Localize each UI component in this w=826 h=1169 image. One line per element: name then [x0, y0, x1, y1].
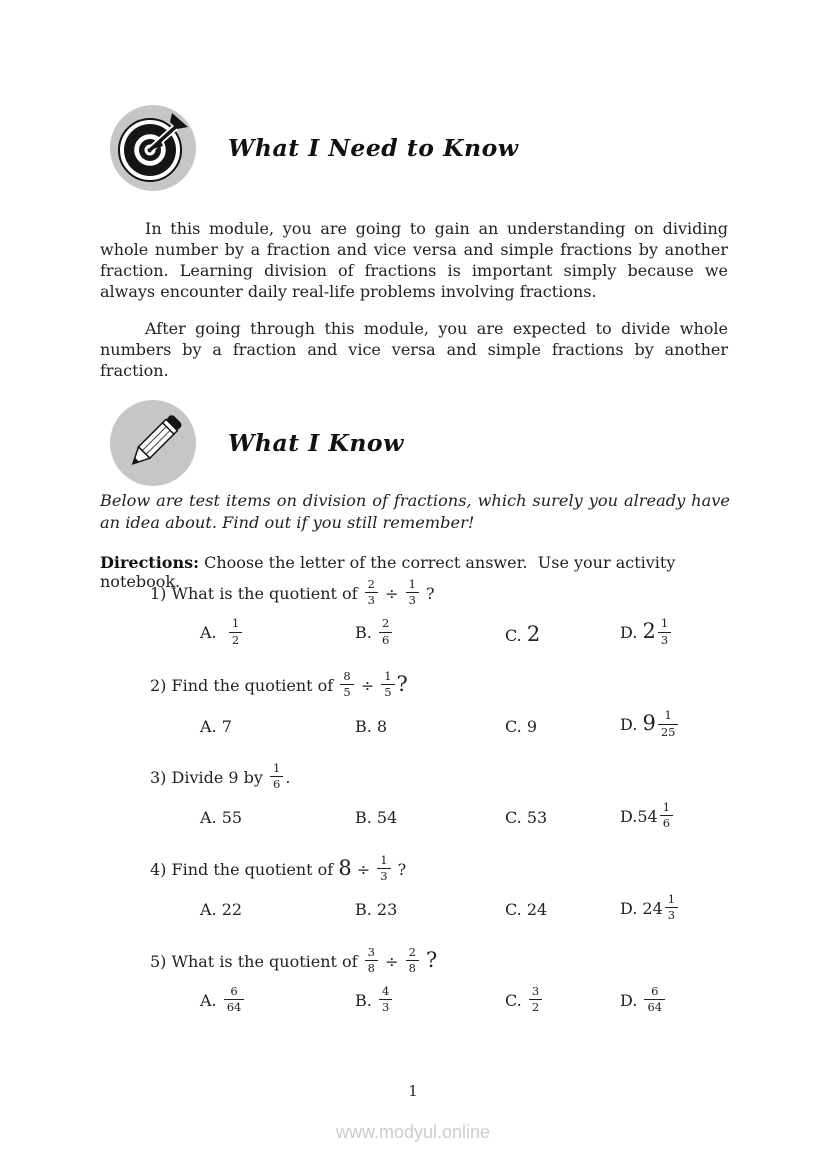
section-title-what-i-know: What I Know	[228, 429, 404, 457]
math-number: 8	[338, 855, 352, 880]
option-a: A. $\frac{6}{64}$	[200, 987, 355, 1016]
section-header-need-to-know	[108, 103, 519, 193]
option-a: A. 22	[200, 900, 243, 920]
math-number: ?	[396, 672, 408, 697]
fraction: $\frac{3}{2}$	[529, 985, 542, 1014]
option-c: C. 24	[505, 900, 548, 920]
math-number: 2	[642, 619, 656, 644]
section-title-need-to-know: What I Need to Know	[228, 134, 519, 162]
option-a: A. 7	[200, 716, 232, 736]
fraction: $\frac{1}{3}$	[377, 854, 390, 883]
fraction: $\frac{8}{5}$	[340, 670, 353, 699]
options-row	[200, 983, 740, 1016]
options-row	[200, 892, 740, 924]
option-c: C. 53	[505, 808, 548, 828]
fraction: $\frac{1}{2}$	[229, 617, 242, 646]
page-number: 1	[408, 1082, 418, 1100]
option-d: D. $\frac{6}{64}$	[620, 987, 740, 1016]
option-d: D. 9 $\frac{1}{25}$	[620, 711, 740, 740]
option-d: D.54 $\frac{1}{6}$	[620, 803, 740, 832]
watermark: www.modyul.online	[335, 1122, 491, 1142]
fraction: $\frac{6}{64}$	[224, 985, 245, 1014]
question-stem: 4) Find the quotient of 8 ÷ $\frac{1}{3}$ ?	[150, 852, 407, 883]
question-3	[100, 762, 740, 833]
question-5	[100, 946, 740, 1017]
module-intro-paragraph: In this module, you are going to gain an understanding on dividing whole number by a fraction and vice versa and simple fractions by another fraction. Learning division of fractions is important simply because we always encounter daily real-life problems involving fractions.	[100, 219, 728, 301]
option-a: A. $\frac{1}{2}$	[200, 619, 355, 648]
option-d: D. 24 $\frac{1}{3}$	[620, 895, 740, 924]
fraction: $\frac{1}{3}$	[406, 578, 419, 607]
options-row	[200, 800, 740, 832]
question-stem: 5) What is the quotient of $\frac{3}{8}$ ÷ $\frac{2}{8}$ ?	[150, 944, 438, 975]
fraction: $\frac{2}{3}$	[365, 578, 378, 607]
math-number: 2	[526, 621, 541, 646]
option-d: D. 2 $\frac{1}{3}$	[620, 619, 740, 648]
option-c: C. 9	[505, 716, 538, 736]
question-stem: 1) What is the quotient of $\frac{2}{3}$ ÷ $\frac{1}{3}$ ?	[150, 577, 435, 608]
target-icon	[108, 103, 198, 193]
fraction: $\frac{4}{3}$	[379, 985, 392, 1014]
section-header-what-i-know	[108, 398, 404, 488]
question-4	[100, 854, 740, 925]
fraction: $\frac{2}{8}$	[406, 946, 419, 975]
option-a: A. 55	[200, 808, 243, 828]
question-2	[100, 670, 740, 741]
option-b: B. 54	[355, 808, 398, 828]
directions-text: Choose the letter of the correct answer. Use your activity notebook.	[100, 553, 676, 591]
fraction: $\frac{1}{3}$	[658, 617, 671, 646]
fraction: $\frac{2}{6}$	[379, 617, 392, 646]
fraction: $\frac{1}{6}$	[270, 762, 283, 791]
fraction: $\frac{1}{25}$	[658, 709, 679, 738]
directions-label: Directions:	[100, 553, 199, 572]
question-stem: 3) Divide 9 by $\frac{1}{6}$ .	[150, 760, 291, 791]
question-stem: 2) Find the quotient of $\frac{8}{5}$ ÷ $\frac{1}{5}$ ?	[150, 668, 408, 700]
math-number: ?	[426, 947, 438, 972]
fraction: $\frac{3}{8}$	[365, 946, 378, 975]
question-1	[100, 578, 740, 649]
option-c: C. 2	[505, 621, 541, 646]
pretest-intro: Below are test items on division of fractions, which surely you already have an idea about. Find out if you still remember!	[100, 491, 730, 532]
math-number: 9	[642, 711, 656, 736]
option-b: B. $\frac{2}{6}$	[355, 619, 505, 648]
options-row	[200, 708, 740, 740]
question-list	[100, 578, 740, 1037]
option-c: C. $\frac{3}{2}$	[505, 987, 620, 1016]
pencil-icon	[108, 398, 198, 488]
options-row	[200, 616, 740, 648]
module-objective-paragraph: After going through this module, you are expected to divide whole numbers by a fraction and vice versa and simple fractions by another fraction.	[100, 319, 728, 380]
module-overview	[100, 218, 728, 397]
option-b: B. 23	[355, 900, 398, 920]
fraction: $\frac{1}{3}$	[665, 893, 678, 922]
fraction: $\frac{6}{64}$	[644, 985, 665, 1014]
fraction: $\frac{1}{6}$	[660, 801, 673, 830]
fraction: $\frac{1}{5}$	[381, 670, 394, 699]
option-b: B. $\frac{4}{3}$	[355, 987, 505, 1016]
option-b: B. 8	[355, 716, 388, 736]
